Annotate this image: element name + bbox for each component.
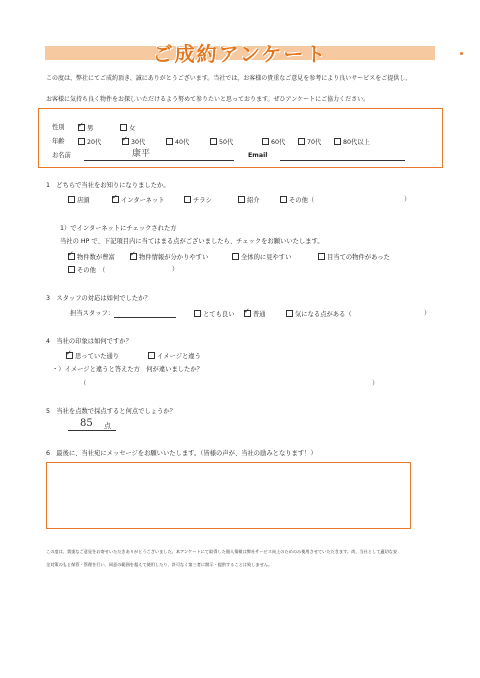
q1-option-internet[interactable]: ✓ インターネット — [112, 196, 165, 205]
checkbox-concern[interactable] — [286, 310, 293, 317]
checkbox-flyer[interactable] — [184, 196, 191, 203]
q1-option-flyer[interactable]: チラシ — [184, 196, 212, 205]
checkbox-target-found[interactable] — [318, 253, 325, 260]
q1-sub-option-other[interactable]: その他 （ — [68, 266, 105, 275]
intro-line-2: お客様に気持ち良く物件をお探しいただけるよう努めて参りたいと思っております。ぜひアンケートにご協力ください。 — [46, 96, 370, 103]
footer-line-2: 全対策のもと保管・管理を行い、同意の範囲を超えて使用したり、許可なく第三者に開示・提供することは致しません。 — [46, 562, 273, 567]
q4-question: 4 当社の印象は如何ですか？ — [46, 338, 132, 345]
q3-option-very-good[interactable]: とても良い — [194, 310, 234, 319]
q1-sub-close-paren: ） — [172, 266, 179, 273]
gender-label: 性別 — [52, 124, 65, 131]
q1-sub-question: 1）でインターネットにチェックされた方 — [60, 225, 177, 232]
q4-option-different[interactable]: イメージと違う — [148, 352, 201, 361]
score-unit: 点 — [104, 422, 111, 430]
checkbox-as-expected[interactable] — [66, 352, 73, 359]
q1-option-store[interactable]: 店頭 — [68, 196, 90, 205]
checkbox-50s[interactable] — [210, 138, 217, 145]
score-value: 85 — [80, 418, 93, 429]
q3-close-paren: ） — [424, 310, 431, 317]
age-label: 年齢 — [52, 138, 65, 145]
q1-sub-option-viewable[interactable]: 全体的に見やすい — [232, 253, 291, 262]
checkbox-store[interactable] — [68, 196, 75, 203]
q1-sub-option-target[interactable]: 目当ての物件があった — [318, 253, 390, 262]
checkbox-60s[interactable] — [262, 138, 269, 145]
checkbox-easy-view[interactable] — [232, 253, 239, 260]
checkbox-20s[interactable] — [78, 138, 85, 145]
title-area — [0, 36, 480, 70]
age-option-60[interactable]: 60代 — [262, 138, 285, 147]
age-option-80[interactable]: 80代以上 — [334, 138, 370, 147]
q1-sub-instruction: 当社の HP で、下記項目内に当てはまる点がございましたら、チェックをお願いいたします。 — [60, 238, 324, 245]
age-option-20[interactable]: 20代 — [78, 138, 101, 147]
q1-option-referral[interactable]: 紹介 — [238, 196, 260, 205]
message-box[interactable] — [46, 462, 411, 529]
email-field-line[interactable] — [280, 160, 405, 161]
checkbox-normal[interactable] — [244, 310, 251, 317]
checkbox-clear-info[interactable] — [130, 253, 137, 260]
q3-option-normal[interactable]: ✓ 普通 — [244, 310, 266, 319]
q6-question: 6 最後に、当社宛にメッセージをお願いいたします。（皆様の声が、当社の励みとなります！） — [46, 450, 317, 457]
gender-option-female[interactable]: 女 — [120, 124, 135, 133]
age-option-70[interactable]: 70代 — [298, 138, 321, 147]
checkbox-40s[interactable] — [166, 138, 173, 145]
checkbox-different[interactable] — [148, 352, 155, 359]
checkbox-80s[interactable] — [334, 138, 341, 145]
q3-staff-label: 担当スタッフ： — [70, 310, 115, 317]
page-title: ご成約アンケート — [152, 42, 328, 66]
email-label: Email — [248, 152, 268, 159]
name-value: 康平 — [132, 149, 151, 159]
q4-followup: ・）イメージと違うと答えた方 何が違いましたか？ — [52, 366, 203, 373]
checkbox-referral[interactable] — [238, 196, 245, 203]
q1-option-other[interactable]: その他（ — [280, 196, 314, 205]
age-option-30[interactable]: ✓ 30代 — [122, 138, 145, 147]
intro-line-1: この度は、弊社にてご成約頂き、誠にありがとうございます。当社では、お客様の貴重なご意見を参考により良いサービスをご提供し、 — [46, 75, 412, 82]
q5-question: 5 当社を点数で採点すると何点でしょうか？ — [46, 408, 176, 415]
staff-name-line[interactable] — [114, 317, 176, 318]
q1-close-paren: ） — [404, 196, 411, 203]
checkbox-male[interactable] — [78, 124, 85, 131]
footer-line-1: この度は、貴重なご意見をお寄せいただきありがとうございました。本アンケートにて取得した個人情報は弊社サービス向上のためのみ使用させていただきます。尚、当社として適切な安 — [46, 549, 398, 554]
checkbox-sub-other[interactable] — [68, 266, 75, 273]
checkbox-many-listings[interactable] — [68, 253, 75, 260]
q1-sub-option-clear[interactable]: ✓ 物件情報が分かりやすい — [130, 253, 208, 262]
q1-question: 1 どちらで当社をお知りになりましたか。 — [46, 182, 170, 189]
checkbox-70s[interactable] — [298, 138, 305, 145]
checkbox-30s[interactable] — [122, 138, 129, 145]
q4-close-paren: ） — [372, 380, 379, 387]
checkbox-other[interactable] — [280, 196, 287, 203]
name-field-line[interactable] — [84, 160, 234, 161]
q3-question: 3 スタッフの対応は如何でしたか？ — [46, 295, 151, 302]
age-option-50[interactable]: 50代 — [210, 138, 233, 147]
q4-open-paren: （ — [80, 380, 87, 387]
scan-dot — [460, 52, 463, 55]
checkbox-very-good[interactable] — [194, 310, 201, 317]
age-option-40[interactable]: 40代 — [166, 138, 189, 147]
q1-sub-option-many[interactable]: ✓物件数が豊富 — [68, 253, 115, 262]
q3-option-concern[interactable]: 気になる点がある（ — [286, 310, 352, 319]
checkbox-internet[interactable] — [112, 196, 119, 203]
checkbox-female[interactable] — [120, 124, 127, 131]
q4-option-expected[interactable]: ✓思っていた通り — [66, 352, 119, 361]
gender-option-male[interactable]: ✓ 男 — [78, 124, 93, 133]
name-label: お名前 — [52, 152, 71, 159]
